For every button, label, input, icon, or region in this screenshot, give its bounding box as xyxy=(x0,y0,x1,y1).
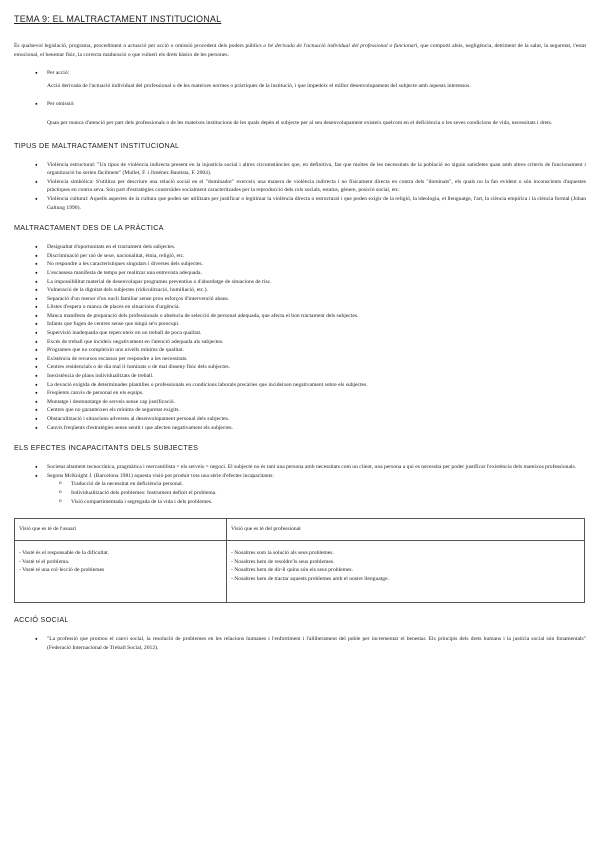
vision-table xyxy=(14,518,585,603)
table-cell-line: - Vostè és el responsable de la dificultat. xyxy=(19,550,109,557)
table-cell-professional xyxy=(227,541,585,603)
list-item: ● Obstaculització i situacions adverses al desenvolupament personal dels subjectes. xyxy=(14,415,586,424)
list-item: ● Desigualtat d'oportunitats en el tractament dels subjectes. xyxy=(14,243,586,252)
list-item: ● Violència simbòlica: S'utilitza per descriure una relació social en el "dominador" exerceix una manera de violència indirecta i no físicament directa en contra dels "dominats", els quals no la fan evident o són inconscients d'aquestes pràctiques en contra seva. Són part d'estratègies construïdes socialment caracteritzades per la reproducció dels rols socials, estatus, gènere, posició social, etc. xyxy=(14,178,586,195)
list-item: ● Programes que no compleixin uns nivells mínims de qualitat. xyxy=(14,346,586,355)
list-item: ● Centres residencials o de dia mal il·luminats o de mal disseny físic dels subjectes. xyxy=(14,363,586,372)
page-title: TEMA 9: EL MALTRACTAMENT INSTITUCIONAL xyxy=(14,14,222,24)
list-item: ● Vulneració de la dignitat dels subjectes (ridiculització, humiliació, etc.). xyxy=(14,286,586,295)
list-item: ● L'escassesa manifesta de temps per realitzar una entrevista adequada. xyxy=(14,269,586,278)
per-accio-text: Acció derivada de l'actuació individual del professional o de les mateixes normes o pràctiques de la institució, i que impedeix el millor desenvolupament del subjecte amb aquests interessos. xyxy=(47,82,471,89)
list-item: ● Llistes d'espera o manca de places en situacions d'urgència. xyxy=(14,303,586,312)
tipus-heading: TIPUS DE MALTRACTAMENT INSTITUCIONAL xyxy=(14,140,180,150)
list-item: ● Violència estructural: "Un tipus de violència indirecta present en la injustícia social i altres circumstàncies que, en definitiva, fan que moltes de les necessitats de la població no siguin satisfetes quan amb altres criteris de funcionament i organització ho serien fàcilment" (Mullet, F. i Jiménez Bautista, F. 2004). xyxy=(14,161,586,178)
tipus-list xyxy=(14,161,586,213)
list-item: o Traducció de la necessitat en deficiència personal. xyxy=(14,480,586,489)
list-item: ● Societat altament tecnocràtica, pragmàtica i mercantilista = els serveis = negoci. El subjecte no és tant una persona amb necessitats com un client, una persona a qui es necessita per poder justificar l'existència dels mateixos professionals. xyxy=(14,463,586,472)
maltractament-heading: MALTRACTAMENT DES DE LA PRÀCTICA xyxy=(14,223,164,233)
list-item: ● La devació exigida de determinades plantilles o professionals en condicions laborals precàries que incideixen negativament sobre els subjectes. xyxy=(14,381,586,390)
list-item: ● Freqüents canvis de personal en els equips. xyxy=(14,389,586,398)
per-omissio-label: ● Per omissió: xyxy=(14,100,586,109)
table-cell-line: - Nosaltres hem de resoldre'ls seus problemes. xyxy=(231,558,335,565)
list-item: ● Infants que fugen de centres sense que ningú se'n preocupi. xyxy=(14,320,586,329)
table-cell-line: - Nosaltres hem de tractar aquests problemes amb el nostre llenguatge. xyxy=(231,575,389,582)
list-item: ● "La professió que promou el canvi social, la resolució de problemes en les relacions humanes i l'enfortiment i l'alliberament del poble per incrementar el benestar. Els principis dels drets humans i la justícia social són fonamentals" (Federació Internacional de Treball Social, 2012). xyxy=(14,635,586,652)
list-item: ● Segons McKnight J. (Barcelona 1981) aquesta visió pot produir tota una sèrie d'efectes incapacitants: xyxy=(14,472,586,481)
list-item: ● Inexistència de plans individualitzats de treball. xyxy=(14,372,586,381)
accio-list xyxy=(14,635,586,652)
list-item: ● Supervisió inadequada que repercuteix en un treball de poca qualitat. xyxy=(14,329,586,338)
intro-text-italic: o bé derivada de l'actuació individual del professional o funcionari xyxy=(263,43,418,49)
table-cell-line: - Nosaltres hem de dir-li quins són els seus problemes. xyxy=(231,567,353,574)
intro-text-2: , que comporti abús, negligència, detriment de la salut, la seguretat, l'estat emocional, el benestar físic, la correcta maduració o que vulneri els drets bàsics de les persones. xyxy=(14,43,586,58)
list-item: ● La impossibilitat material de desenvolupar programes preventius o d'abordatge de situacions de risc. xyxy=(14,278,586,287)
list-item: ● Discriminació per raó de sexe, nacionalitat, ètnia, religió, etc. xyxy=(14,252,586,261)
per-omissio-list xyxy=(14,100,586,109)
per-accio-list xyxy=(14,69,586,78)
table-header-professional: Visió que es té del professional xyxy=(227,519,585,541)
list-item: ● Excés de treball que incideix negativament en l'atenció adequada als subjectes. xyxy=(14,338,586,347)
efectes-list xyxy=(14,463,586,480)
list-item: o Individualització dels problemes: Instrument definit el problema. xyxy=(14,489,586,498)
intro-text-1: És qualsevol legislació, programa, procediment o actuació per acció o omissió procedent dels poders públics xyxy=(14,43,264,49)
list-item: ● Canvis freqüents d'estratègies sense sentit i que afecten negativament els subjectes. xyxy=(14,424,586,433)
list-item: ● Violència cultural: Aquells aspectes de la cultura que poden ser utilitzats per justificar o legitimar la violència directa o estructural i que poden exigir de la religió, la ideologia, el llenguatge, l'art, la ciència empírica i la ciència formal (Johan Galtung 1990). xyxy=(14,195,586,212)
table-cell-usuari xyxy=(15,541,227,603)
table-header-usuari: Visió que es té de l'usuari xyxy=(15,519,227,541)
intro-paragraph xyxy=(14,42,586,59)
efectes-sublist xyxy=(14,480,586,506)
list-item: ● Manca manifesta de preparació dels professionals o absència de selecció de personal adequada, que afecta el bon tractament dels subjectes. xyxy=(14,312,586,321)
list-item: ● Existència de recursos escassos per respondre a les necessitats. xyxy=(14,355,586,364)
per-accio-label: ● Per acció: xyxy=(14,69,586,78)
list-item: ● No respondre a les característiques singulars i diverses dels subjectes. xyxy=(14,260,586,269)
list-item: ● Muntatge i desmuntatge de serveis sense cap justificació. xyxy=(14,398,586,407)
efectes-heading: ELS EFECTES INCAPACITANTS DELS SUBJECTES xyxy=(14,443,199,453)
table-cell-line: - Nosaltres som la solució als seus problemes. xyxy=(231,550,334,557)
list-item: o Visió compartimentada i segregada de la vida i dels problemes. xyxy=(14,498,586,507)
maltractament-list xyxy=(14,243,586,432)
table-cell-line: - Vostè té una col·lecció de problemes xyxy=(19,567,105,574)
per-omissio-text: Quan per manca d'atenció per part dels professionals o de les mateixes institucions de les quals depèn el subjecte per al seu desenvolupament existeix quelcom en el deficiència o les seves condicions de vida, necessitats i drets. xyxy=(47,119,553,126)
accio-heading: ACCIÓ SOCIAL xyxy=(14,615,69,625)
list-item: ● Centres que no garanteixen els mínims de seguretat exigits. xyxy=(14,406,586,415)
list-item: ● Separació d'un menor d'un nucli familiar sense prou esforços d'intervenció abans. xyxy=(14,295,586,304)
table-cell-line: - Vostè té el problema. xyxy=(19,558,70,565)
